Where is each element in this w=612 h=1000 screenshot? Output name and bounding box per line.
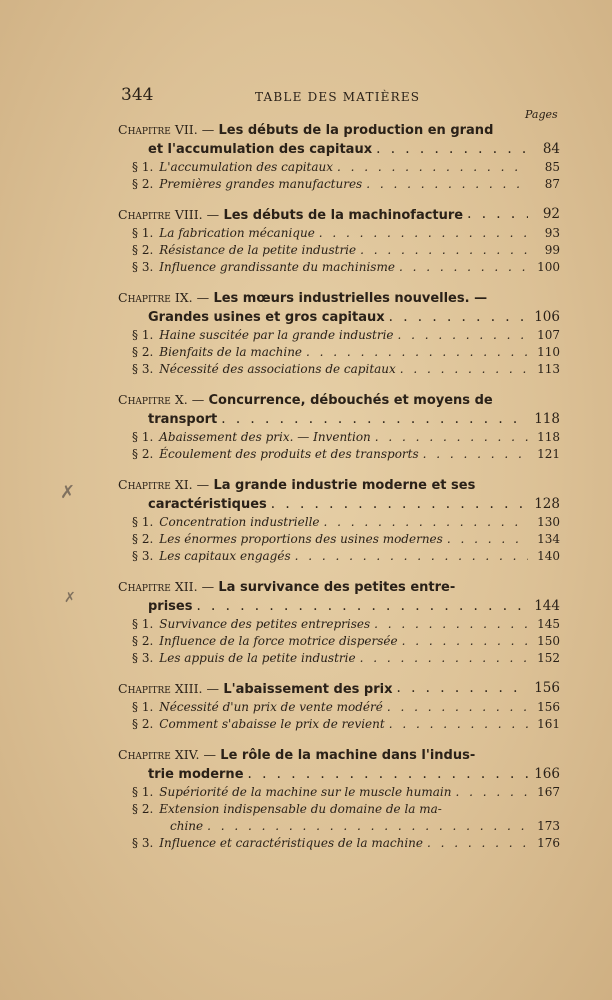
section-entry: § 3. Les capitaux engagés . . . 140	[118, 548, 560, 565]
chapter-page: 92	[542, 206, 560, 222]
chapter-entry	[118, 120, 560, 159]
section-entry: § 3. Influence grandissante du machinisme . . . 100	[118, 259, 560, 276]
chapter-title-cont: et l'accumulation des capitaux	[148, 142, 373, 157]
section-entry: § 1. Haine suscitée par la grande industrie . . . 107	[118, 327, 560, 344]
chapter-label: Chapitre VIII. —	[118, 207, 220, 222]
chapter-title: L'abaissement des prix	[223, 682, 393, 697]
chapter-title-cont: trie moderne	[148, 767, 244, 782]
section-entry: § 2. Comment s'abaisse le prix de revient . . . 161	[118, 716, 560, 733]
section-entry: § 1. Supériorité de la machine sur le muscle humain . . . 167	[118, 784, 560, 801]
chapter-label: Chapitre XII. —	[118, 579, 215, 594]
section-entry: § 2. Bienfaits de la machine . . . 110	[118, 344, 560, 361]
chapter-label: Chapitre VII. —	[118, 122, 215, 137]
chapter-label: Chapitre X. —	[118, 392, 205, 407]
chapter-page: 144	[534, 598, 560, 614]
chapter-entry	[118, 745, 560, 784]
chapter-entry	[118, 679, 560, 699]
section-entry: § 3. Influence et caractéristiques de la machine . . . 176	[118, 835, 560, 852]
chapter-page: 156	[534, 680, 560, 696]
section-entry: § 2. Les énormes proportions des usines modernes . . . 134	[118, 531, 560, 548]
section-entry: § 3. Nécessité des associations de capitaux . . . 113	[118, 361, 560, 378]
section-entry: § 1. Abaissement des prix. — Invention . . . 118	[118, 429, 560, 446]
chapter-entry	[118, 577, 560, 616]
chapter-title: La grande industrie moderne et ses	[213, 478, 476, 493]
chapter-entry	[118, 288, 560, 327]
table-of-contents	[118, 120, 560, 852]
chapter-page: 166	[534, 766, 560, 782]
running-title: TABLE DES MATIÈRES	[255, 90, 421, 104]
chapter-title: Les débuts de la production en grand	[218, 123, 494, 138]
chapter-title: Les mœurs industrielles nouvelles. —	[213, 291, 488, 306]
chapter-title-cont: Grandes usines et gros capitaux	[148, 310, 385, 325]
pages-column-label: Pages	[525, 108, 558, 121]
chapter-title: Les débuts de la machinofacture	[223, 208, 464, 223]
chapter-title: La survivance des petites entre-	[218, 580, 456, 595]
chapter-label: Chapitre IX. —	[118, 290, 210, 305]
section-entry: § 1. Concentration industrielle . . . 130	[118, 514, 560, 531]
section-entry: § 2. Premières grandes manufactures . . . 87	[118, 176, 560, 193]
chapter-title: Concurrence, débouchés et moyens de	[208, 393, 493, 408]
chapter-title-cont: caractéristiques	[148, 497, 267, 512]
chapter-title-cont: prises	[148, 599, 193, 614]
section-entry: § 1. Nécessité d'un prix de vente modéré . . . 156	[118, 699, 560, 716]
chapter-page: 84	[542, 141, 560, 157]
pencil-mark-icon: ✗	[64, 590, 76, 606]
chapter-label: Chapitre XIV. —	[118, 747, 216, 762]
chapter-title: Le rôle de la machine dans l'indus-	[220, 748, 476, 763]
pencil-mark-icon: ✗	[60, 482, 76, 503]
chapter-page: 118	[534, 411, 560, 427]
chapter-page: 128	[534, 496, 560, 512]
page-number: 344	[121, 85, 154, 105]
section-entry: § 3. Les appuis de la petite industrie . . . 152	[118, 650, 560, 667]
chapter-entry	[118, 390, 560, 429]
section-entry: § 2. Écoulement des produits et des transports . . . 121	[118, 446, 560, 463]
section-entry: § 2. Résistance de la petite industrie . . . 99	[118, 242, 560, 259]
section-entry: § 2. Influence de la force motrice dispersée . . . 150	[118, 633, 560, 650]
section-entry: § 1. L'accumulation des capitaux . . . 85	[118, 159, 560, 176]
chapter-page: 106	[534, 309, 560, 325]
section-entry: § 1. La fabrication mécanique . . . 93	[118, 225, 560, 242]
section-entry: § 1. Survivance des petites entreprises . . . 145	[118, 616, 560, 633]
section-entry: § 2. Extension indispensable du domaine de la ma- chine . . . 173	[118, 801, 560, 835]
chapter-label: Chapitre XI. —	[118, 477, 210, 492]
chapter-entry	[118, 475, 560, 514]
chapter-label: Chapitre XIII. —	[118, 681, 220, 696]
chapter-entry	[118, 205, 560, 225]
chapter-title-cont: transport	[148, 412, 218, 427]
